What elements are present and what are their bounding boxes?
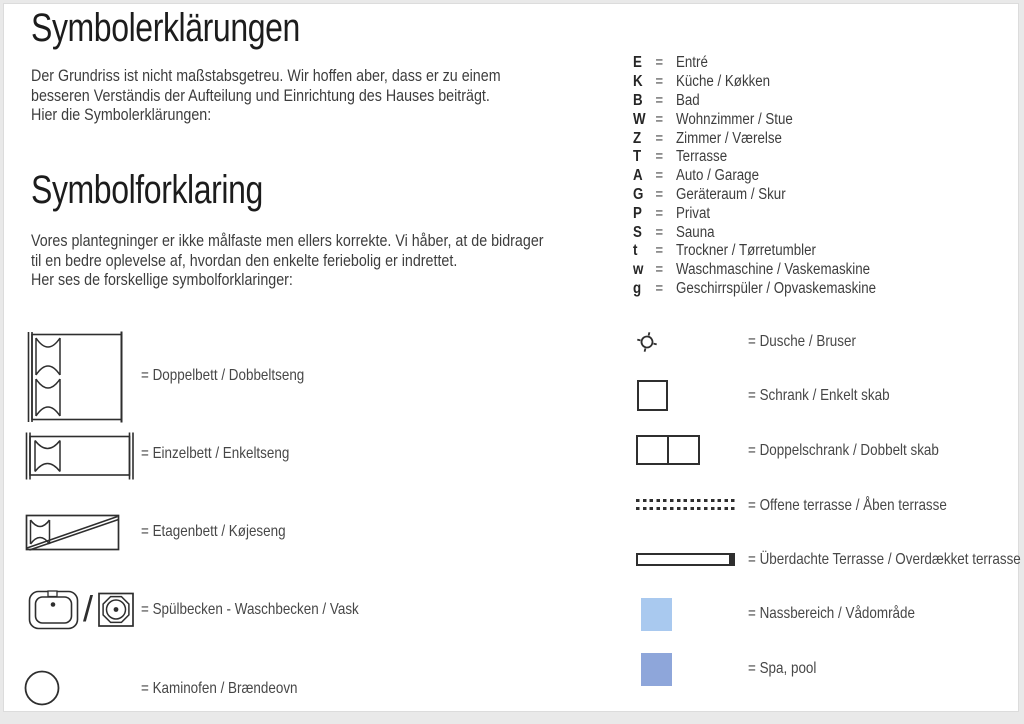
room-code-row	[633, 73, 876, 92]
spa-pool-swatch	[641, 653, 672, 686]
room-code-label: Wohnzimmer / Stue	[676, 110, 793, 128]
legend-label-single-bed: = Einzelbett / Enkeltseng	[141, 445, 290, 462]
room-code-row	[633, 280, 876, 299]
legend-label-double-cabinet: = Doppelschrank / Dobbelt skab	[748, 442, 939, 459]
room-code: E	[633, 54, 642, 72]
room-code: t	[633, 242, 638, 260]
bunk-bed-icon	[25, 512, 120, 554]
equals-sign: =	[655, 73, 664, 91]
intro-de-line-1: Der Grundriss ist nicht maßstabsgetreu. Wir hoffen aber, dass er zu einem	[31, 66, 501, 85]
room-code-label: Auto / Garage	[676, 167, 760, 185]
equals-sign: =	[655, 110, 664, 128]
intro-paragraph-german	[31, 66, 501, 125]
room-code-row	[633, 242, 876, 261]
room-code: G	[633, 185, 644, 203]
legend-label-sink: = Spülbecken - Waschbecken / Vask	[141, 601, 359, 618]
equals-sign: =	[655, 167, 664, 185]
legend-label-stove: = Kaminofen / Brændeovn	[141, 680, 298, 697]
intro-da-line-2: til en bedre oplevelse af, hvordan den enkelte feriebolig er indrettet.	[31, 250, 458, 270]
legend-label-spa-pool: = Spa, pool	[748, 660, 817, 677]
room-code-label: Geräteraum / Skur	[676, 185, 786, 203]
room-code-label: Waschmaschine / Vaskemaskine	[676, 261, 871, 279]
legend-label-shower: = Dusche / Bruser	[748, 333, 856, 350]
wood-stove-icon	[23, 669, 61, 707]
page-title-danish: Symbolforklaring	[31, 168, 263, 212]
equals-sign: =	[655, 261, 664, 279]
legend-label-open-terrace: = Offene terrasse / Åben terrasse	[748, 497, 947, 514]
room-code-row	[633, 167, 876, 186]
page-title-german: Symbolerklärungen	[31, 6, 300, 50]
room-code-label: Entré	[676, 54, 708, 72]
legend-label-bunk-bed: = Etagenbett / Køjeseng	[141, 523, 286, 540]
room-code: K	[633, 73, 643, 91]
room-code-label: Trockner / Tørretumbler	[676, 242, 816, 260]
equals-sign: =	[655, 54, 664, 72]
room-code: A	[633, 167, 643, 185]
equals-sign: =	[655, 242, 664, 260]
sink-separator: /	[83, 588, 94, 629]
equals-sign: =	[655, 129, 664, 147]
double-bed-icon	[26, 331, 126, 423]
legend-label-double-bed: = Doppelbett / Dobbeltseng	[141, 367, 305, 384]
document-page	[3, 3, 1019, 712]
legend-label-covered-terrace: = Überdachte Terrasse / Overdækket terrasse	[748, 551, 1021, 568]
single-bed-icon	[24, 432, 136, 480]
intro-da-line-3: Her ses de forskellige symbolforklaringer:	[31, 270, 293, 289]
room-code-label: Privat	[676, 204, 711, 222]
single-cabinet-icon	[637, 380, 668, 411]
room-code: g	[633, 279, 642, 297]
room-code-label: Terrasse	[676, 148, 728, 166]
room-code-label: Sauna	[676, 223, 715, 241]
room-code-row	[633, 129, 876, 148]
open-terrace-icon	[636, 499, 735, 510]
room-code-label: Geschirrspüler / Opvaskemaskine	[676, 279, 877, 297]
kitchen-sink-icon	[28, 589, 80, 631]
room-code-row	[633, 148, 876, 167]
room-code-row	[633, 186, 876, 205]
legend-label-wet-area: = Nassbereich / Vådområde	[748, 605, 915, 622]
shower-icon	[636, 331, 658, 353]
covered-terrace-icon	[636, 553, 735, 566]
open-terrace-dash-row	[636, 499, 735, 502]
equals-sign: =	[655, 204, 664, 222]
equals-sign: =	[655, 91, 664, 109]
room-code-label: Zimmer / Værelse	[676, 129, 782, 147]
room-code-row	[633, 92, 876, 111]
intro-de-line-2: besseren Verständis der Aufteilung und Einrichtung des Hauses beiträgt.	[31, 85, 490, 105]
room-code: W	[633, 110, 646, 128]
intro-paragraph-danish	[31, 231, 544, 290]
room-code: B	[633, 91, 643, 109]
wet-area-swatch	[641, 598, 672, 631]
room-code: Z	[633, 129, 642, 147]
room-code-list	[633, 54, 876, 298]
room-code-row	[633, 223, 876, 242]
room-code-row	[633, 261, 876, 280]
legend-label-cabinet: = Schrank / Enkelt skab	[748, 387, 890, 404]
room-code: w	[633, 261, 644, 279]
equals-sign: =	[655, 279, 664, 297]
room-code: T	[633, 148, 642, 166]
room-code-row	[633, 110, 876, 129]
double-cabinet-icon	[636, 435, 700, 465]
room-code: P	[633, 204, 642, 222]
room-code: S	[633, 223, 642, 241]
room-code-row	[633, 54, 876, 73]
equals-sign: =	[655, 148, 664, 166]
room-code-row	[633, 204, 876, 223]
intro-da-line-1: Vores plantegninger er ikke målfaste men ellers korrekte. Vi håber, at de bidrager	[31, 231, 544, 250]
intro-de-line-3: Hier die Symbolerklärungen:	[31, 105, 212, 124]
washbasin-icon	[97, 591, 135, 629]
equals-sign: =	[655, 223, 664, 241]
room-code-label: Küche / Køkken	[676, 73, 771, 91]
cabinet-left-cell	[636, 435, 669, 465]
room-code-label: Bad	[676, 91, 700, 109]
cabinet-right-cell	[667, 435, 700, 465]
open-terrace-dash-row	[636, 507, 735, 510]
equals-sign: =	[655, 185, 664, 203]
